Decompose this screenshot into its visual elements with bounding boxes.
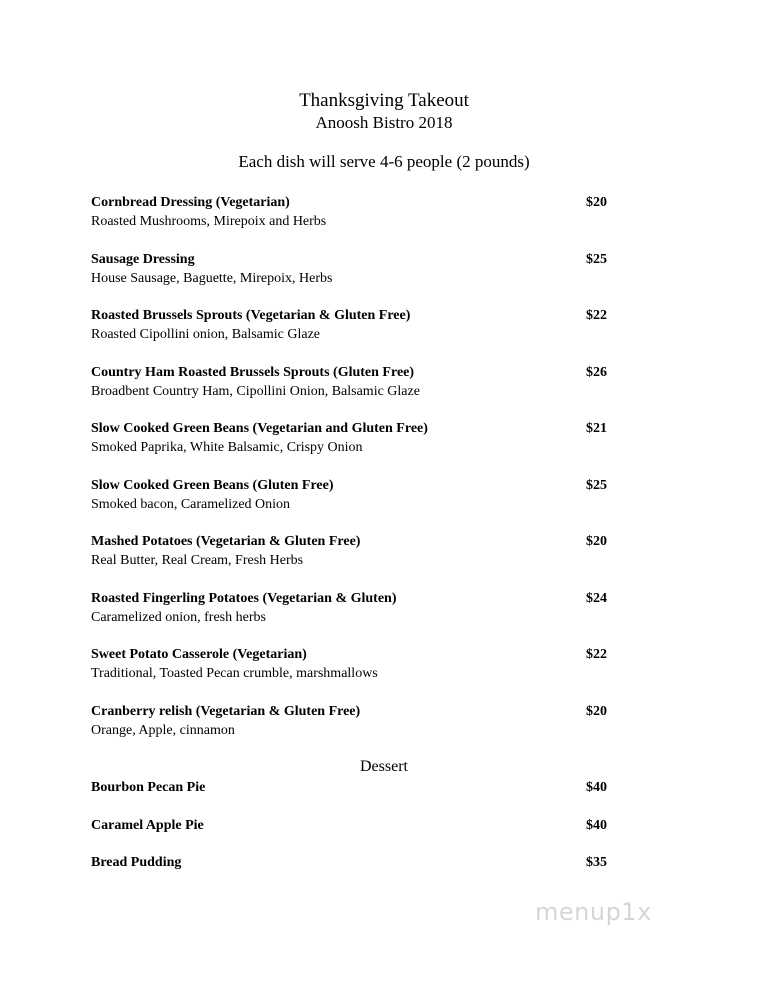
item-name: Mashed Potatoes (Vegetarian & Gluten Free) <box>91 534 361 549</box>
item-description: Smoked Paprika, White Balsamic, Crispy Onion <box>91 440 363 455</box>
item-name: Country Ham Roasted Brussels Sprouts (Gluten Free) <box>91 365 415 380</box>
item-description: Traditional, Toasted Pecan crumble, marshmallows <box>91 666 378 681</box>
item-price: $25 <box>586 252 607 267</box>
item-name: Slow Cooked Green Beans (Vegetarian and Gluten Free) <box>91 421 428 436</box>
item-name: Roasted Brussels Sprouts (Vegetarian & Gluten Free) <box>91 308 411 323</box>
item-price: $20 <box>586 534 607 549</box>
item-name: Cornbread Dressing (Vegetarian) <box>91 195 290 210</box>
restaurant-subtitle: Anoosh Bistro 2018 <box>315 113 453 132</box>
item-description: Orange, Apple, cinnamon <box>91 723 235 738</box>
item-name: Caramel Apple Pie <box>91 818 204 833</box>
menupix-watermark: menup1x <box>535 898 652 926</box>
item-price: $35 <box>586 855 607 870</box>
item-description: House Sausage, Baguette, Mirepoix, Herbs <box>91 271 333 286</box>
item-description: Real Butter, Real Cream, Fresh Herbs <box>91 553 304 568</box>
item-price: $20 <box>586 704 607 719</box>
item-name: Sweet Potato Casserole (Vegetarian) <box>91 647 307 662</box>
item-price: $22 <box>586 308 607 323</box>
item-price: $40 <box>586 818 607 833</box>
item-description: Roasted Mushrooms, Mirepoix and Herbs <box>91 214 327 229</box>
serving-note: Each dish will serve 4-6 people (2 pounds) <box>238 152 530 171</box>
dessert-heading: Dessert <box>360 758 408 775</box>
item-price: $26 <box>586 365 607 380</box>
item-price: $22 <box>586 647 607 662</box>
item-name: Bread Pudding <box>91 855 182 870</box>
item-description: Smoked bacon, Caramelized Onion <box>91 497 291 512</box>
item-name: Cranberry relish (Vegetarian & Gluten Free) <box>91 704 361 719</box>
item-name: Roasted Fingerling Potatoes (Vegetarian & Gluten) <box>91 591 397 606</box>
item-price: $40 <box>586 780 607 795</box>
item-price: $21 <box>586 421 607 436</box>
item-description: Caramelized onion, fresh herbs <box>91 610 266 625</box>
item-description: Broadbent Country Ham, Cipollini Onion, Balsamic Glaze <box>91 384 420 399</box>
item-price: $25 <box>586 478 607 493</box>
item-description: Roasted Cipollini onion, Balsamic Glaze <box>91 327 321 342</box>
item-price: $20 <box>586 195 607 210</box>
item-name: Slow Cooked Green Beans (Gluten Free) <box>91 478 334 493</box>
item-price: $24 <box>586 591 607 606</box>
page-title: Thanksgiving Takeout <box>299 90 469 111</box>
item-name: Bourbon Pecan Pie <box>91 780 206 795</box>
item-name: Sausage Dressing <box>91 252 195 267</box>
